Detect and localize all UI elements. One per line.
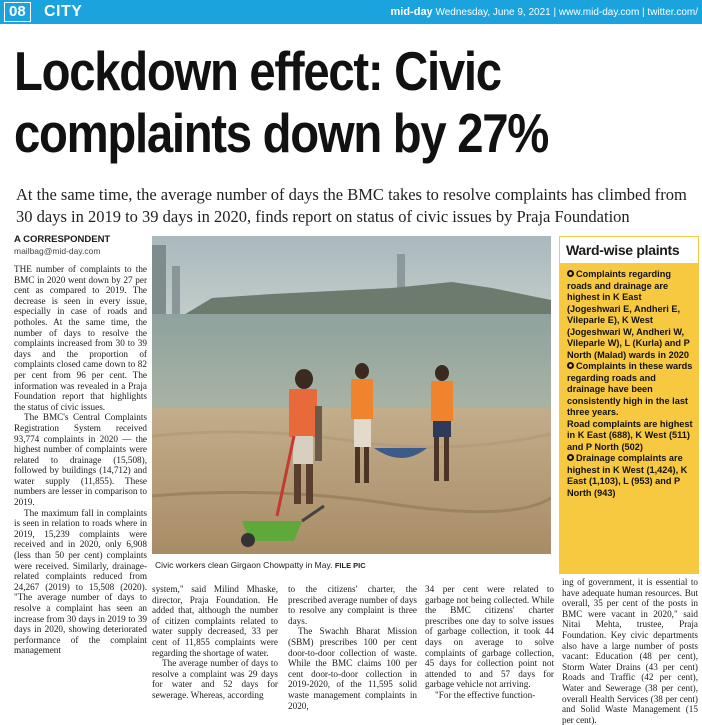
sidebar-point — [567, 453, 695, 499]
paragraph: The maximum fall in complaints is seen in relation to roads where in 2019, 15,239 complaints were received and in 2020, only 6,908 (less than 50 per cent) complaints were received. Similarly, drainage-related complaints reduced from 24,267 (2019) to 15,508 (2020). "The average number of days to resolve a complaint has seen an increase from 30 days in 2019 to 39 days in 2020, showing deteriorated performance of the complaint management — [14, 507, 147, 656]
byline: A CORRESPONDENT — [14, 234, 111, 245]
paragraph: THE number of complaints to the BMC in 2020 went down by 27 per cent as compared to 2019. The decrease is seen in every issue, especially in case of roads and potholes. At the same time, the number of days to resolve the complaints increased from 30 to 39 days and the proportion of complaints closed came down to 82 per cent from 96 per cent. The information was revealed in a Praja Foundation report that highlights the status of civic issues. — [14, 264, 147, 412]
paragraph: ing of government, it is essential to have adequate human resources. But overall, 35 per cent of the posts in BMC were vacant in 2020," said Nitai Mehta, trustee, Praja Foundation. Key civic departments also have a large number of posts vacant: Education (48 per cent), Storm Water Drains (43 per cent) Roads and Traffic (42 per cent), Water and Sewerage (38 per cent), overall Health Services (38 per cent) and Solid Waste Management (15 per cent). — [562, 577, 698, 725]
sidebar-title: Ward-wise plaints — [559, 236, 699, 264]
paragraph: to the citizens' charter, the prescribed average number of days to resolve any complaint is three days. — [288, 584, 417, 626]
paragraph: "For the effective function- — [435, 689, 536, 700]
article-column-2 — [152, 584, 278, 701]
headline — [14, 40, 599, 164]
article-photo — [152, 236, 551, 554]
headline-line-1: Lockdown effect: Civic — [14, 40, 501, 102]
caption-text: Civic workers clean Girgaon Chowpatty in May. — [155, 560, 335, 570]
paragraph: The BMC's Central Complaints Registration System received 93,774 complaints in 2020 — the highest number of complaints were related to drainage (15,508), followed by buildings (14,712) and water supply (11,855). These numbers are lesser in comparison to 2019. — [14, 412, 147, 508]
sidebar-point-extra: Road complaints are highest in K East (688), K West (511) and P North (502) — [567, 418, 693, 452]
article-column-1 — [14, 264, 147, 656]
photo-caption — [155, 560, 555, 571]
sidebar-point-text: Complaints regarding roads and drainage are highest in K East (Jogeshwari E, Andheri E, Vileparle E), K West (Jogeshwari W, Andheri W, Vileparle W), L (Kurla) and P North (Malad) wards in 2020 — [567, 269, 690, 360]
page-number: 08 — [4, 2, 31, 22]
paragraph: 34 per cent were related to garbage not being collected. While the BMC citizens' charter prescribes one day to solve issues of garbage collection, it took 44 days on average to solve complaints of garbage collection, 45 days for collection point not attended to and 57 days for garbage vehicle not arriving. — [425, 584, 554, 690]
masthead — [391, 5, 699, 20]
sidebar-point — [567, 361, 695, 419]
beach-cleanup-photo — [152, 236, 551, 554]
article-column-4 — [425, 584, 554, 701]
bullet-icon — [567, 270, 574, 277]
sidebar-point — [567, 269, 695, 361]
sidebar-point-text: Drainage complaints are highest in K West (1,424), K East (1,103), L (953) and P North (943) — [567, 453, 688, 498]
paragraph: system," said Milind Mhaske, director, Praja Foundation. He added that, although the number of citizen complaints related to water supply decreased, 33 per cent of 11,855 complaints were regarding the shortage of water. — [152, 584, 278, 658]
paragraph: The average number of days to resolve a complaint was 29 days for water and 52 days for sewerage. Whereas, according — [152, 658, 278, 700]
article-column-5 — [562, 577, 698, 725]
sidebar-body — [567, 269, 695, 499]
photo-credit: FILE PIC — [334, 561, 366, 570]
headline-line-2: complaints down by 27% — [14, 102, 549, 164]
sidebar-point-text: Complaints in these wards regarding roads and drainage have been consistently high in the last three years. — [567, 361, 693, 417]
article-column-3 — [288, 584, 417, 711]
masthead-date-links: Wednesday, June 9, 2021 | www.mid-day.com | twitter.com/ — [432, 7, 698, 18]
bullet-icon — [567, 454, 574, 461]
section-label: CITY — [44, 3, 83, 20]
standfirst: At the same time, the average number of days the BMC takes to resolve complaints has climbed from 30 days in 2019 to 39 days in 2020, finds report on status of civic issues by Praja Foundation — [16, 185, 687, 226]
masthead-brand: mid-day — [390, 6, 433, 18]
byline-email: mailbag@mid-day.com — [14, 246, 101, 256]
paragraph: The Swachh Bharat Mission (SBM) prescribes 100 per cent door-to-door collection of waste. While the BMC claims 100 per cent door-to-door collection in 2019-2020, of the 11,595 solid waste management complaints in 2020, — [288, 626, 417, 711]
sidebar-box — [559, 236, 699, 574]
top-bar — [0, 0, 702, 24]
bullet-icon — [567, 362, 574, 369]
